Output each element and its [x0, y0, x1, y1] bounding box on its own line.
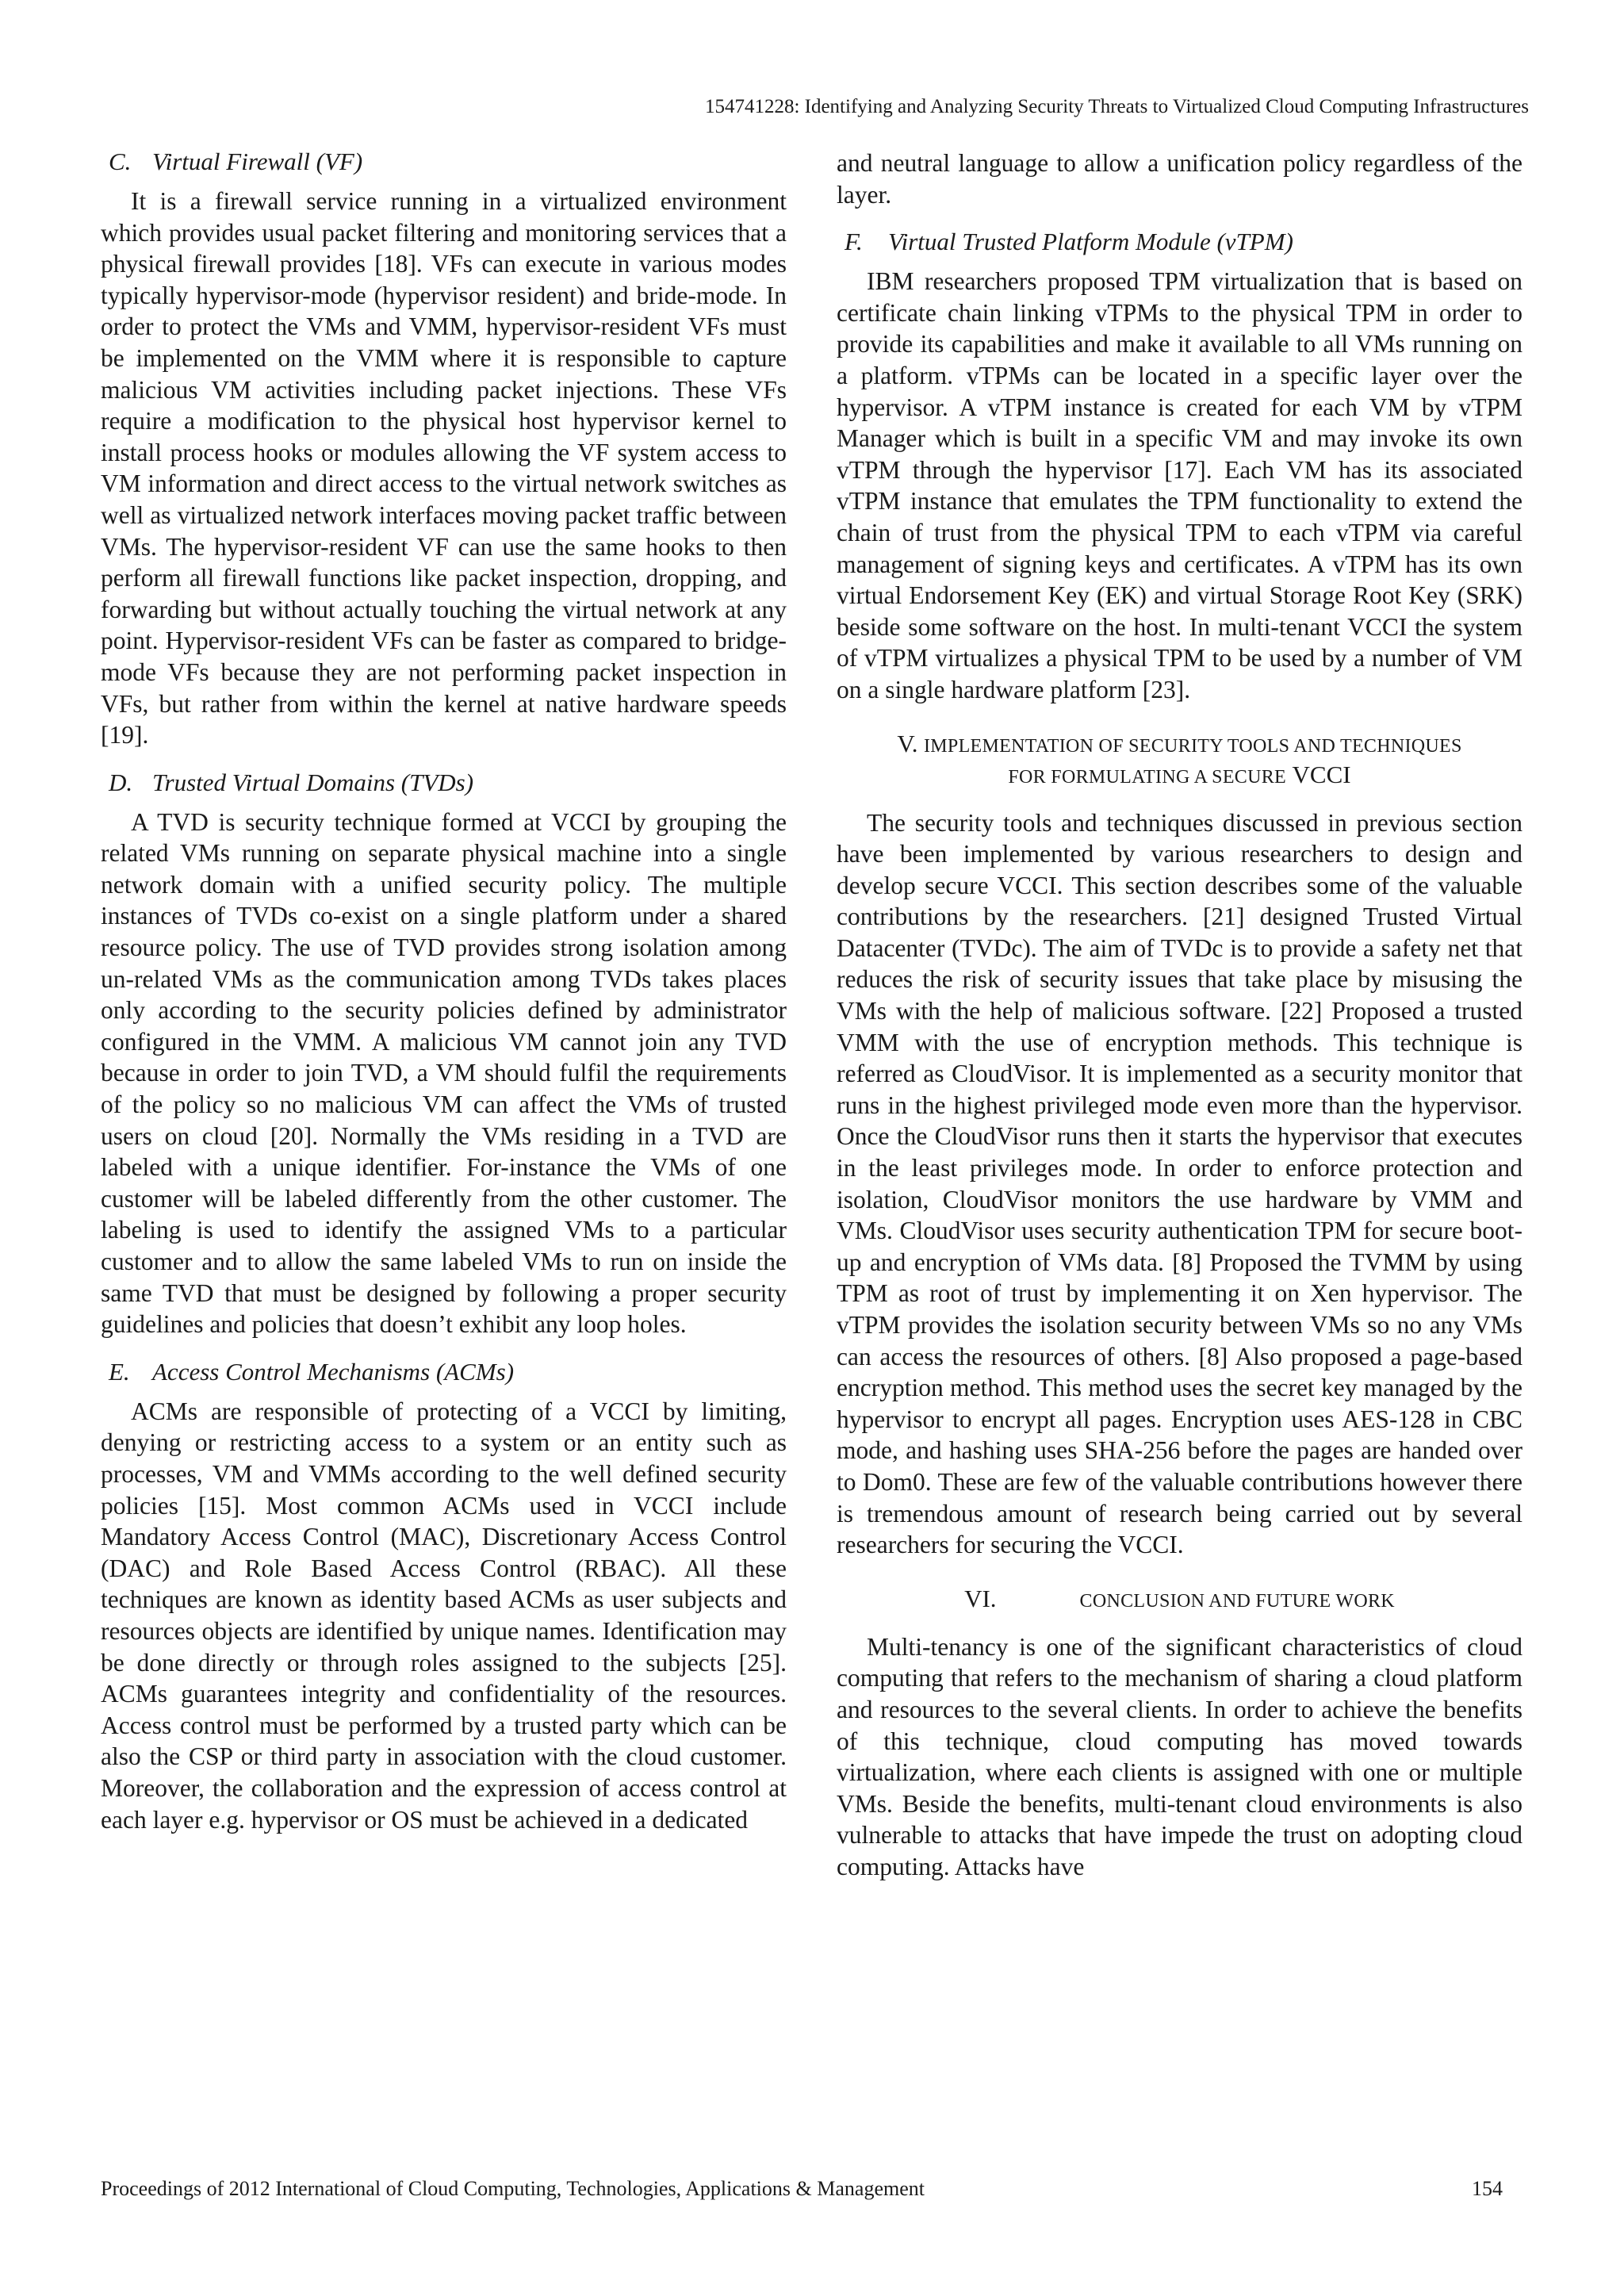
- left-column: [101, 148, 787, 1835]
- footer-proceedings: Proceedings of 2012 International of Cloud Computing, Technologies, Applications & Management: [101, 2177, 925, 2200]
- paragraph-continuation: and neutral language to allow a unification policy regardless of the layer.: [837, 149, 1522, 209]
- subsection-heading-f: [837, 228, 1522, 256]
- paragraph-virtual-firewall: It is a firewall service running in a virtualized environment which provides usual packet filtering and monitoring services that a physical firewall provides [18]. VFs can execute in various modes typically hypervisor-mode (hypervisor resident) and bride-mode. In order to protect the VMs and VMM, hypervisor-resident VFs must be implemented on the VMM where it is responsible to capture malicious VM activities including packet injections. These VFs require a modification to the physical host hypervisor kernel to install process hooks or modules allowing the VF system access to VM information and direct access to the virtual network switches as well as virtualized network interfaces moving packet traffic between VMs. The hypervisor-resident VF can use the same hooks to then perform all firewall functions like packet inspection, dropping, and forwarding but without actually touching the virtual network at any point. Hypervisor-resident VFs can be faster as compared to bridge-mode VFs because they are not performing packet inspection in VFs, but rather from within the kernel at native hardware speeds [19].: [101, 187, 787, 749]
- section-heading-line: [837, 761, 1522, 792]
- subsection-number: D.: [109, 768, 133, 796]
- subsection-number: F.: [845, 228, 863, 256]
- paragraph-access-control: ACMs are responsible of protecting of a VCCI by limiting, denying or restricting access to a system or an entity such as processes, VM and VMMs according to the well defined security policies [15]. Most common ACMs used in VCCI include Mandatory Access Control (MAC), Discretionary Access Control (DAC) and Role Based Access Control (RBAC). All these techniques are known as identity based ACMs as user subjects and resources objects are identified by unique names. Identification may be done directly or through roles assigned to the subjects [25]. ACMs guarantees integrity and confidentiality of the resources. Access control must be performed by a trusted party which can be also the CSP or third party in association with the cloud customer. Moreover, the collaboration and the expression of access control at each layer e.g. hypervisor or OS must be achieved in a dedicated: [101, 1397, 787, 1834]
- subsection-title: Virtual Firewall (VF): [152, 148, 363, 175]
- subsection-heading-c: [101, 148, 787, 176]
- paragraph-conclusion: Multi-tenancy is one of the significant characteristics of cloud computing that refers to the mechanism of sharing a cloud platform and resources to the several clients. In order to achieve the benefits of this technique, cloud computing has moved towards virtualization, where each clients is assigned with one or multiple VMs. Beside the benefits, multi-tenant cloud environments is also vulnerable to attacks that have impede the trust on adopting cloud computing. Attacks have: [837, 1632, 1522, 1880]
- subsection-title: Virtual Trusted Platform Module (vTPM): [888, 228, 1293, 256]
- section-heading-v: [837, 730, 1522, 792]
- paragraph-implementation: The security tools and techniques discussed in previous section have been implemented by various researchers to design and develop secure VCCI. This section describes some of the valuable contributions by the researchers. [21] designed Trusted Virtual Datacenter (TVDc). The aim of TVDc is to provide a safety net that reduces the risk of security issues that take place by misusing the VMs with the help of malicious software. [22] Proposed a trusted VMM with the use of encryption methods. This technique is referred as CloudVisor. It is implemented as a security monitor that runs in the highest privileged mode even more than the hypervisor. Once the CloudVisor runs then it starts the hypervisor that executes in the least privileges mode. In order to enforce protection and isolation, CloudVisor monitors the use hardware by VMM and VMs. CloudVisor uses security authentication TPM for secure boot-up and encryption of VMs data. [8] Proposed the TVMM by using TPM as root of trust by implementing it on Xen hypervisor. The vTPM provides the isolation security between VMs so no any VMs can access the resources of others. [8] Also proposed a page-based encryption method. This method uses the secret key managed by the hypervisor to encrypt all pages. Encryption uses AES-128 in CBC mode, and hashing uses SHA-256 before the pages are handed over to Dom0. These are few of the valuable contributions however there is tremendous amount of research being carried out by several researchers for securing the VCCI.: [837, 808, 1522, 1559]
- subsection-heading-e: [101, 1358, 787, 1386]
- section-numeral: VI.: [964, 1584, 997, 1612]
- section-title-cont: FOR FORMULATING A SECURE: [1008, 766, 1287, 788]
- running-header: 154741228: Identifying and Analyzing Security Threats to Virtualized Cloud Computing Infrastructures: [704, 96, 1529, 117]
- section-heading-line: [837, 730, 1522, 761]
- subsection-title: Trusted Virtual Domains (TVDs): [152, 768, 474, 796]
- subsection-number: E.: [109, 1357, 130, 1386]
- section-numeral: V.: [897, 729, 918, 757]
- section-title: CONCLUSION AND FUTURE WORK: [1079, 1590, 1395, 1612]
- paragraph-vtpm: IBM researchers proposed TPM virtualization that is based on certificate chain linking vTPMs to the physical TPM in order to provide its capabilities and make it available to all VMs running on a platform. vTPMs can be located in a specific layer over the hypervisor. A vTPM instance is created for each VM by vTPM Manager which is built in a specific VM and may invoke its own vTPM through the hypervisor [17]. Each VM has its associated vTPM instance that emulates the TPM functionality to extend the chain of trust from the physical TPM to each vTPM via careful management of signing keys and certificates. A vTPM has its own virtual Endorsement Key (EK) and virtual Storage Root Key (SRK) beside some software on the host. In multi-tenant VCCI the system of vTPM virtualizes a physical TPM to be used by a number of VM on a single hardware platform [23].: [837, 267, 1522, 703]
- subsection-title: Access Control Mechanisms (ACMs): [152, 1357, 515, 1386]
- paragraph-trusted-virtual-domains: A TVD is security technique formed at VCCI by grouping the related VMs running on separate physical machine into a single network domain with a unified security policy. The multiple instances of TVDs co-exist on a single platform under a shared resource policy. The use of TVD provides strong isolation among un-related VMs as the communication among TVDs takes places only according to the security policies defined by administrator configured in the VMM. A malicious VM cannot join any TVD because in order to join TVD, a VM should fulfil the requirements of the policy so no malicious VM can affect the VMs of trusted users on cloud [20]. Normally the VMs residing in a TVD are labeled with a unique identifier. For-instance the VMs of one customer will be labeled differently from the other customer. The labeling is used to identify the assigned VMs to a particular customer and to allow the same labeled VMs to run on inside the same TVD that must be designed by following a proper security guidelines and policies that doesn’t exhibit any loop holes.: [101, 807, 787, 1339]
- section-heading-vi: [837, 1585, 1522, 1616]
- right-column: [837, 148, 1522, 1883]
- section-title: IMPLEMENTATION OF SECURITY TOOLS AND TECHNIQUES: [924, 735, 1462, 757]
- subsection-number: C.: [109, 148, 132, 175]
- section-title-tail: VCCI: [1292, 760, 1351, 788]
- subsection-heading-d: [101, 769, 787, 797]
- page-number: 154: [1472, 2177, 1503, 2200]
